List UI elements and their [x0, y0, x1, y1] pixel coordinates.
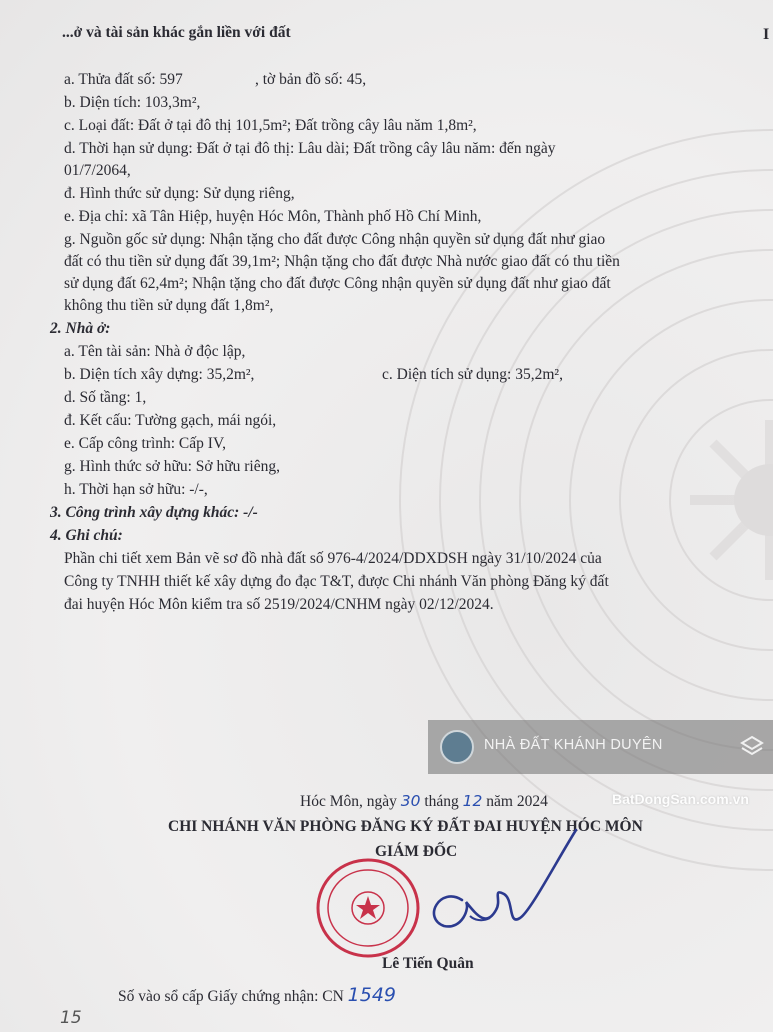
page-corner-mark: I: [763, 26, 770, 43]
land-origin-line-4: không thu tiền sử dụng đất 1,8m²,: [64, 297, 274, 314]
house-name: a. Tên tài sản: Nhà ở độc lập,: [64, 343, 246, 360]
notes-line-3: đai huyện Hóc Môn kiểm tra số 2519/2024/CNHM ngày 02/12/2024.: [64, 596, 494, 613]
parcel-number: a. Thửa đất số: 597: [64, 71, 183, 88]
house-built-area: b. Diện tích xây dựng: 35,2m²,: [64, 366, 255, 383]
signer-name: Lê Tiến Quân: [382, 955, 474, 972]
land-use-form: đ. Hình thức sử dụng: Sử dụng riêng,: [64, 185, 295, 202]
house-grade: e. Cấp công trình: Cấp IV,: [64, 435, 227, 452]
house-structure: đ. Kết cấu: Tường gạch, mái ngói,: [64, 412, 277, 429]
land-address: e. Địa chỉ: xã Tân Hiệp, huyện Hóc Môn, Thành phố Hồ Chí Minh,: [64, 208, 482, 225]
page-mark: 15: [60, 1008, 82, 1028]
site-watermark: BatDongSan.com.vn: [612, 791, 749, 807]
watermark-banner: [428, 720, 773, 774]
land-term-line-2: 01/7/2064,: [64, 162, 131, 179]
certificate-register-number: 1549: [347, 984, 397, 1006]
date-prefix: Hóc Môn, ngày: [300, 793, 397, 810]
notes-heading: 4. Ghi chú:: [50, 527, 123, 544]
land-origin-line-3: sử dụng đất 62,4m²; Nhận tặng cho đất được Công nhận quyền sử dụng đất như giao đất: [64, 275, 611, 292]
page-header: ...ở và tài sản khác gắn liền với đất: [62, 24, 291, 41]
notes-line-1: Phần chi tiết xem Bản vẽ sơ đồ nhà đất số 976-4/2024/DDXDSH ngày 31/10/2024 của: [64, 550, 602, 567]
house-floors: d. Số tầng: 1,: [64, 389, 147, 406]
signing-date: [300, 792, 548, 811]
other-works-heading: 3. Công trình xây dựng khác: -/-: [50, 504, 258, 521]
land-origin-line-1: g. Nguồn gốc sử dụng: Nhận tặng cho đất được Công nhận quyền sử dụng đất như giao: [64, 231, 606, 248]
certificate-register: [118, 986, 396, 1006]
house-ownership-form: g. Hình thức sở hữu: Sở hữu riêng,: [64, 458, 280, 475]
date-month-word: tháng: [424, 793, 459, 810]
land-term-line-1: d. Thời hạn sử dụng: Đất ở tại đô thị: Lâu dài; Đất trồng cây lâu năm: đến ngày: [64, 140, 556, 157]
land-area: b. Diện tích: 103,3m²,: [64, 94, 201, 111]
date-month: 12: [462, 792, 483, 810]
signature-icon: [400, 822, 580, 952]
map-sheet-number: , tờ bản đồ số: 45,: [255, 71, 367, 88]
house-heading: 2. Nhà ở:: [50, 320, 111, 337]
layers-icon: [739, 734, 765, 760]
watermark-text: NHÀ ĐẤT KHÁNH DUYÊN: [484, 737, 663, 753]
date-day: 30: [400, 792, 421, 810]
land-type: c. Loại đất: Đất ở tại đô thị 101,5m²; Đất trồng cây lâu năm 1,8m²,: [64, 117, 477, 134]
notes-line-2: Công ty TNHH thiết kế xây dựng đo đạc T&T, được Chi nhánh Văn phòng Đăng ký đất: [64, 573, 609, 590]
agency-name: CHI NHÁNH VĂN PHÒNG ĐĂNG KÝ ĐẤT ĐAI HUYỆN HÓC MÔN: [168, 818, 643, 835]
certificate-register-label: Số vào sổ cấp Giấy chứng nhận: CN: [118, 988, 344, 1005]
house-floor-area: c. Diện tích sử dụng: 35,2m²,: [382, 366, 563, 383]
house-logo-icon: [440, 730, 474, 764]
land-origin-line-2: đất có thu tiền sử dụng đất 39,1m²; Nhận tặng cho đất được Nhà nước giao đất có thu tiền: [64, 253, 620, 270]
signer-position: GIÁM ĐỐC: [375, 843, 458, 860]
date-year: năm 2024: [486, 793, 548, 810]
house-ownership-term: h. Thời hạn sở hữu: -/-,: [64, 481, 208, 498]
